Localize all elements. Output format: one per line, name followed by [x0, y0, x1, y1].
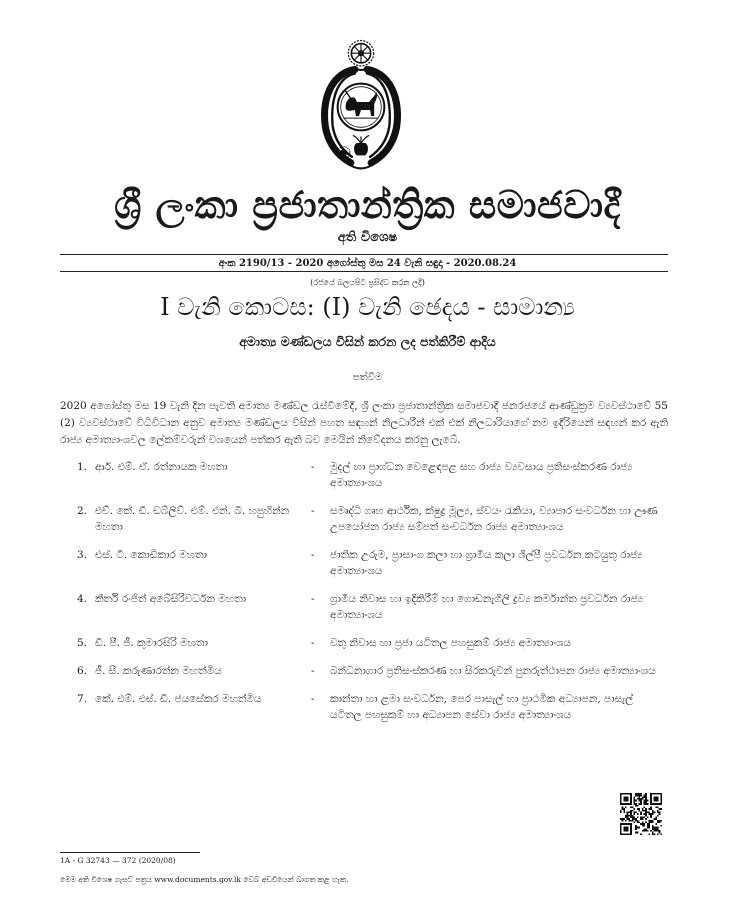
qr-module [642, 796, 644, 798]
qr-module [637, 832, 639, 834]
qr-module [660, 808, 662, 810]
qr-module [645, 801, 647, 803]
qr-module [659, 811, 661, 813]
qr-module [623, 810, 625, 812]
qr-module [652, 828, 654, 830]
qr-module [647, 825, 649, 827]
qr-module [644, 813, 646, 815]
qr-module [644, 810, 646, 812]
qr-module [644, 823, 646, 825]
qr-module [630, 806, 632, 808]
qr-module [633, 808, 635, 810]
list-item [55, 591, 668, 623]
qr-module [627, 818, 629, 820]
qr-module [657, 820, 659, 822]
separator: - [311, 461, 315, 473]
qr-module [628, 820, 630, 822]
qr-module [655, 828, 657, 830]
qr-module [627, 813, 629, 815]
qr-module [645, 798, 647, 800]
separator: - [311, 593, 315, 605]
qr-module [623, 796, 628, 801]
qr-module [637, 798, 639, 800]
qr-module [635, 805, 637, 807]
separator: - [311, 637, 315, 649]
qr-module [659, 820, 661, 822]
qr-module [644, 806, 646, 808]
appointee-name: කේ. එම්. එස්. ඩී. ජයසේකර මහත්මිය [95, 693, 262, 705]
qr-module [652, 820, 654, 822]
qr-module [644, 830, 646, 832]
list-item [55, 691, 668, 723]
qr-module [638, 800, 640, 802]
qr-module [637, 820, 639, 822]
qr-module [659, 830, 661, 832]
separator: - [311, 549, 315, 561]
qr-module [620, 811, 622, 813]
qr-module [657, 806, 659, 808]
qr-module [644, 803, 646, 805]
qr-module [649, 823, 651, 825]
qr-module [635, 832, 637, 834]
qr-module [652, 825, 654, 827]
qr-module [657, 833, 659, 835]
qr-module [640, 813, 642, 815]
qr-module [645, 796, 647, 798]
qr-module [637, 822, 639, 824]
qr-module [630, 813, 632, 815]
separator: - [311, 665, 315, 677]
qr-module [632, 820, 634, 822]
qr-module [652, 811, 654, 813]
qr-module [623, 811, 625, 813]
qr-module [654, 828, 656, 830]
qr-module [622, 808, 624, 810]
qr-module [640, 798, 642, 800]
qr-module [632, 815, 634, 817]
qr-module [640, 823, 642, 825]
qr-module [644, 825, 646, 827]
item-number: 5. [76, 637, 87, 649]
qr-module [652, 827, 654, 829]
qr-module [642, 823, 644, 825]
qr-module [645, 810, 647, 812]
qr-module [640, 818, 642, 820]
qr-module [645, 830, 647, 832]
qr-module [652, 832, 654, 834]
qr-module [633, 811, 635, 813]
list-item [55, 459, 668, 491]
qr-module [633, 818, 635, 820]
qr-module [650, 806, 652, 808]
qr-module [635, 795, 637, 797]
qr-module [633, 796, 635, 798]
appointee-name: ඩී. පී. ජී. කුමාරසිරි මහතා [95, 637, 208, 649]
qr-module [640, 793, 642, 795]
ministry-name: ග්‍රාමීය නිවාස හා ඉදිකිරීම් හා ගොඩනැගිලි ද්‍රව්‍ය කර්මාන්ත ප්‍රවර්ධන රාජ්‍ය අමාත්‍යාංශය [330, 593, 643, 621]
qr-module [649, 825, 651, 827]
qr-module [645, 808, 647, 810]
qr-module [628, 815, 630, 817]
authority-note: (රජයේ බලයපිට ප්‍රසිද්ධ කරන ලදී) [310, 278, 425, 287]
qr-module [642, 808, 644, 810]
issue-line: අංක 2190/13 - 2020 අගෝස්තු මස 24 වැනි සඳුදා - 2020.08.24 [218, 258, 517, 269]
qr-module [630, 811, 632, 813]
qr-module [649, 827, 651, 829]
qr-module [640, 811, 642, 813]
qr-module [657, 822, 659, 824]
punkalasa-pot [353, 135, 369, 154]
qr-module [622, 818, 624, 820]
qr-module [649, 811, 651, 813]
qr-module [644, 828, 646, 830]
ministry-name: ජාතික උරුම, ප්‍රාසාංග කලා හා ග්‍රාමීය කලා ශිල්පී ප්‍රවර්ධන කටයුතු රාජ්‍ය අමාත්‍යාංශය [330, 549, 643, 577]
qr-module [630, 810, 632, 812]
qr-module [633, 801, 635, 803]
qr-module [649, 820, 651, 822]
appointments-list [55, 459, 668, 759]
qr-module [638, 798, 640, 800]
qr-module [657, 811, 659, 813]
appointee-name: එච්. කේ. ඩී. ඩබ්ලිව්. එම්. එන්. බී. හපුහින්න මහතා [95, 505, 290, 533]
qr-module [644, 796, 646, 798]
qr-module [623, 827, 628, 832]
qr-code-icon [620, 793, 662, 835]
qr-module [645, 800, 647, 802]
qr-module [644, 795, 646, 797]
print-code: 1A - G 32743 — 372 (2020/08) [60, 856, 176, 865]
item-number: 6. [76, 665, 87, 677]
qr-module [642, 817, 644, 819]
qr-module [638, 810, 640, 812]
qr-module [637, 817, 639, 819]
qr-module [660, 833, 662, 835]
qr-module [638, 827, 640, 829]
appointee-name: ජී. සී. කරුණාරත්න මහත්මිය [95, 665, 222, 677]
qr-module [649, 808, 651, 810]
list-item [55, 663, 668, 679]
footer-divider [60, 852, 200, 853]
qr-module [659, 808, 661, 810]
qr-module [652, 810, 654, 812]
dharmachakra [348, 41, 373, 66]
qr-module [635, 818, 637, 820]
qr-module [650, 815, 652, 817]
qr-module [620, 810, 622, 812]
qr-module [647, 830, 649, 832]
list-item [55, 547, 668, 579]
qr-module [654, 818, 656, 820]
qr-module [640, 803, 642, 805]
qr-module [625, 820, 627, 822]
qr-module [627, 815, 629, 817]
qr-module [633, 800, 635, 802]
qr-module [655, 823, 657, 825]
qr-module [640, 801, 642, 803]
qr-module [630, 815, 632, 817]
ministry-name: මුදල් හා ප්‍රාග්ධන වෙළෙඳපළ සහ රාජ්‍ය ව්‍යවසාය ප්‍රතිසංස්කරණ රාජ්‍ය අමාත්‍යාංශය [330, 461, 633, 489]
qr-module [655, 806, 657, 808]
qr-module [628, 818, 630, 820]
qr-module [644, 800, 646, 802]
qr-module [652, 822, 654, 824]
qr-module [635, 828, 637, 830]
qr-module [647, 823, 649, 825]
qr-module [642, 825, 644, 827]
item-number: 2. [76, 505, 87, 517]
qr-module [645, 815, 647, 817]
qr-module [642, 818, 644, 820]
qr-module [640, 800, 642, 802]
qr-module [652, 833, 654, 835]
qr-module [644, 801, 646, 803]
item-number: 3. [76, 549, 87, 561]
qr-module [650, 820, 652, 822]
qr-module [650, 817, 652, 819]
qr-module [623, 808, 625, 810]
section-heading: අමාත්‍ය මණ්ඩලය විසින් කරන ලද පත්කිරීම් ආදිය [239, 334, 496, 349]
divider [60, 254, 668, 255]
qr-module [645, 822, 647, 824]
qr-module [625, 806, 627, 808]
qr-module [630, 817, 632, 819]
appointee-name: කීර්ති රංජිත් අබේසිරිවර්ධන මහතා [95, 593, 247, 605]
part-heading: I වැනි කොටස: (I) වැනි ඡෙදය - සාමාන්‍ය [160, 293, 575, 321]
qr-module [647, 803, 649, 805]
qr-module [623, 818, 625, 820]
qr-module [655, 818, 657, 820]
ministry-name: බන්ධනාගාර ප්‍රතිසංස්කරණ හා සිරකරුවන් පුනරුත්ථාපන රාජ්‍ය අමාත්‍යාංශය [330, 665, 656, 677]
qr-module [644, 817, 646, 819]
qr-module [650, 813, 652, 815]
qr-module [645, 803, 647, 805]
qr-module [654, 796, 659, 801]
qr-module [655, 827, 657, 829]
qr-module [630, 820, 632, 822]
qr-module [632, 806, 634, 808]
qr-module [660, 820, 662, 822]
divider [60, 271, 668, 272]
qr-module [645, 828, 647, 830]
qr-module [650, 822, 652, 824]
qr-module [637, 805, 639, 807]
qr-module [635, 800, 637, 802]
national-emblem-icon [310, 38, 412, 174]
qr-module [642, 830, 644, 832]
qr-module [640, 833, 642, 835]
qr-module [657, 830, 659, 832]
qr-module [632, 817, 634, 819]
qr-module [647, 817, 649, 819]
qr-module [625, 817, 627, 819]
qr-module [635, 825, 637, 827]
qr-module [645, 793, 647, 795]
qr-module [654, 811, 656, 813]
qr-module [627, 811, 629, 813]
qr-module [638, 793, 640, 795]
qr-module [637, 808, 639, 810]
qr-module [657, 810, 659, 812]
qr-module [654, 827, 656, 829]
qr-module [640, 795, 642, 797]
download-note: මෙම අති විශෙෂ ගැසට් පත්‍රය www.documents.gov.lk වෙබ් අඩවියෙන් බාගත කළ හැක. [60, 875, 349, 884]
qr-module [633, 803, 635, 805]
qr-module [635, 793, 637, 795]
notice-heading: පත්වීම [352, 372, 383, 383]
qr-module [635, 827, 637, 829]
qr-module [642, 810, 644, 812]
appointee-name: ආර්. එම්. ඒ. රත්නායක මහතා [95, 461, 228, 473]
appointee-name: එස්. ටී. කොඩිකාර මහතා [95, 549, 207, 561]
qr-module [660, 825, 662, 827]
qr-module [635, 820, 637, 822]
qr-module [655, 830, 657, 832]
qr-module [652, 813, 654, 815]
qr-module [650, 808, 652, 810]
qr-module [654, 833, 656, 835]
qr-module [633, 822, 635, 824]
qr-module [633, 813, 635, 815]
item-number: 7. [76, 693, 87, 705]
qr-module [633, 798, 635, 800]
qr-module [622, 806, 624, 808]
qr-module [645, 813, 647, 815]
item-number: 1. [76, 461, 87, 473]
qr-module [637, 793, 639, 795]
ministry-name: කාන්තා හා ළමා සංවර්ධන, පෙර පාසැල් හා ප්‍රාථමික අධ්‍යාපන, පාසැල් යටිතල පහසුකම් හා අධ්‍යාපන සේවා රාජ්‍ය අමාත්‍යාංශය [330, 693, 634, 721]
qr-module [645, 811, 647, 813]
gazette-title: ශ්‍රී ලංකා ප්‍රජාතාන්ත්‍රික සමාජවාදී [114, 182, 621, 227]
qr-module [620, 818, 622, 820]
qr-module [622, 820, 624, 822]
qr-module [638, 796, 640, 798]
qr-module [645, 818, 647, 820]
qr-module [657, 827, 659, 829]
qr-module [645, 795, 647, 797]
qr-module [659, 822, 661, 824]
qr-module [638, 808, 640, 810]
qr-module [638, 803, 640, 805]
qr-module [647, 827, 649, 829]
qr-module [654, 830, 656, 832]
qr-module [647, 800, 649, 802]
list-item [55, 635, 668, 651]
qr-module [659, 832, 661, 834]
qr-module [637, 827, 639, 829]
qr-module [649, 813, 651, 815]
qr-module [632, 818, 634, 820]
qr-module [635, 803, 637, 805]
separator: - [311, 693, 315, 705]
qr-module [642, 798, 644, 800]
list-item [55, 503, 668, 535]
item-number: 4. [76, 593, 87, 605]
qr-module [647, 811, 649, 813]
qr-module [638, 795, 640, 797]
qr-module [635, 811, 637, 813]
ministry-name: සමෘද්ධි ගෘහ ආර්ථික, ක්ෂුද්‍ර මූල්‍ය, ස්වයං රැකියා, ව්‍යාපාර සංවර්ධන හා ඌණ උපයෝජන රාජ්‍ය සම්පත් සංවර්ධන රාජ්‍ය අමාත්‍යාංශය [330, 505, 658, 533]
qr-module [625, 815, 627, 817]
qr-module [628, 811, 630, 813]
edition-label: අති විශෙෂ [337, 230, 398, 245]
qr-module [659, 813, 661, 815]
separator: - [311, 505, 315, 517]
qr-module [632, 810, 634, 812]
qr-module [640, 817, 642, 819]
qr-module [649, 833, 651, 835]
ministry-name: වතු නිවාස හා ප්‍රජා යටිතල පහසුකම් රාජ්‍ය අමාත්‍යාංශය [330, 637, 572, 649]
qr-module [649, 822, 651, 824]
qr-module [633, 817, 635, 819]
qr-module [657, 828, 659, 830]
qr-module [642, 822, 644, 824]
qr-module [657, 815, 659, 817]
qr-module [655, 817, 657, 819]
notice-paragraph: 2020 අගෝස්තු මස 19 වැනි දින පැවති අමාත්‍ය මණ්ඩල රැස්වීමේදී, ශ්‍රී ලංකා ප්‍රජාතාන්ත්‍රික සමාජවාදී ජනරජයේ ආණ්ඩුක්‍රම ව්‍යවස්ථාවේ 55 (2) ව්‍යවස්ථාවේ විධිවිධාන අනුව අමාත්‍ය මණ්ඩලය විසින් පහත සඳහන් නිලධාරීන් එක් එක් නිලධාරියාගේ නම ඉදිරියෙන් සඳහන් කර ඇති රාජ්‍ය අමාත්‍යාංශවල ලේකම්වරුන් වශයෙන් පත්කර ඇති බව මෙයින් නිවේදනය කරනු ලැබේ. [60, 400, 668, 446]
qr-module [650, 830, 652, 832]
qr-module [637, 813, 639, 815]
qr-module [637, 795, 639, 797]
qr-module [627, 817, 629, 819]
qr-module [638, 822, 640, 824]
